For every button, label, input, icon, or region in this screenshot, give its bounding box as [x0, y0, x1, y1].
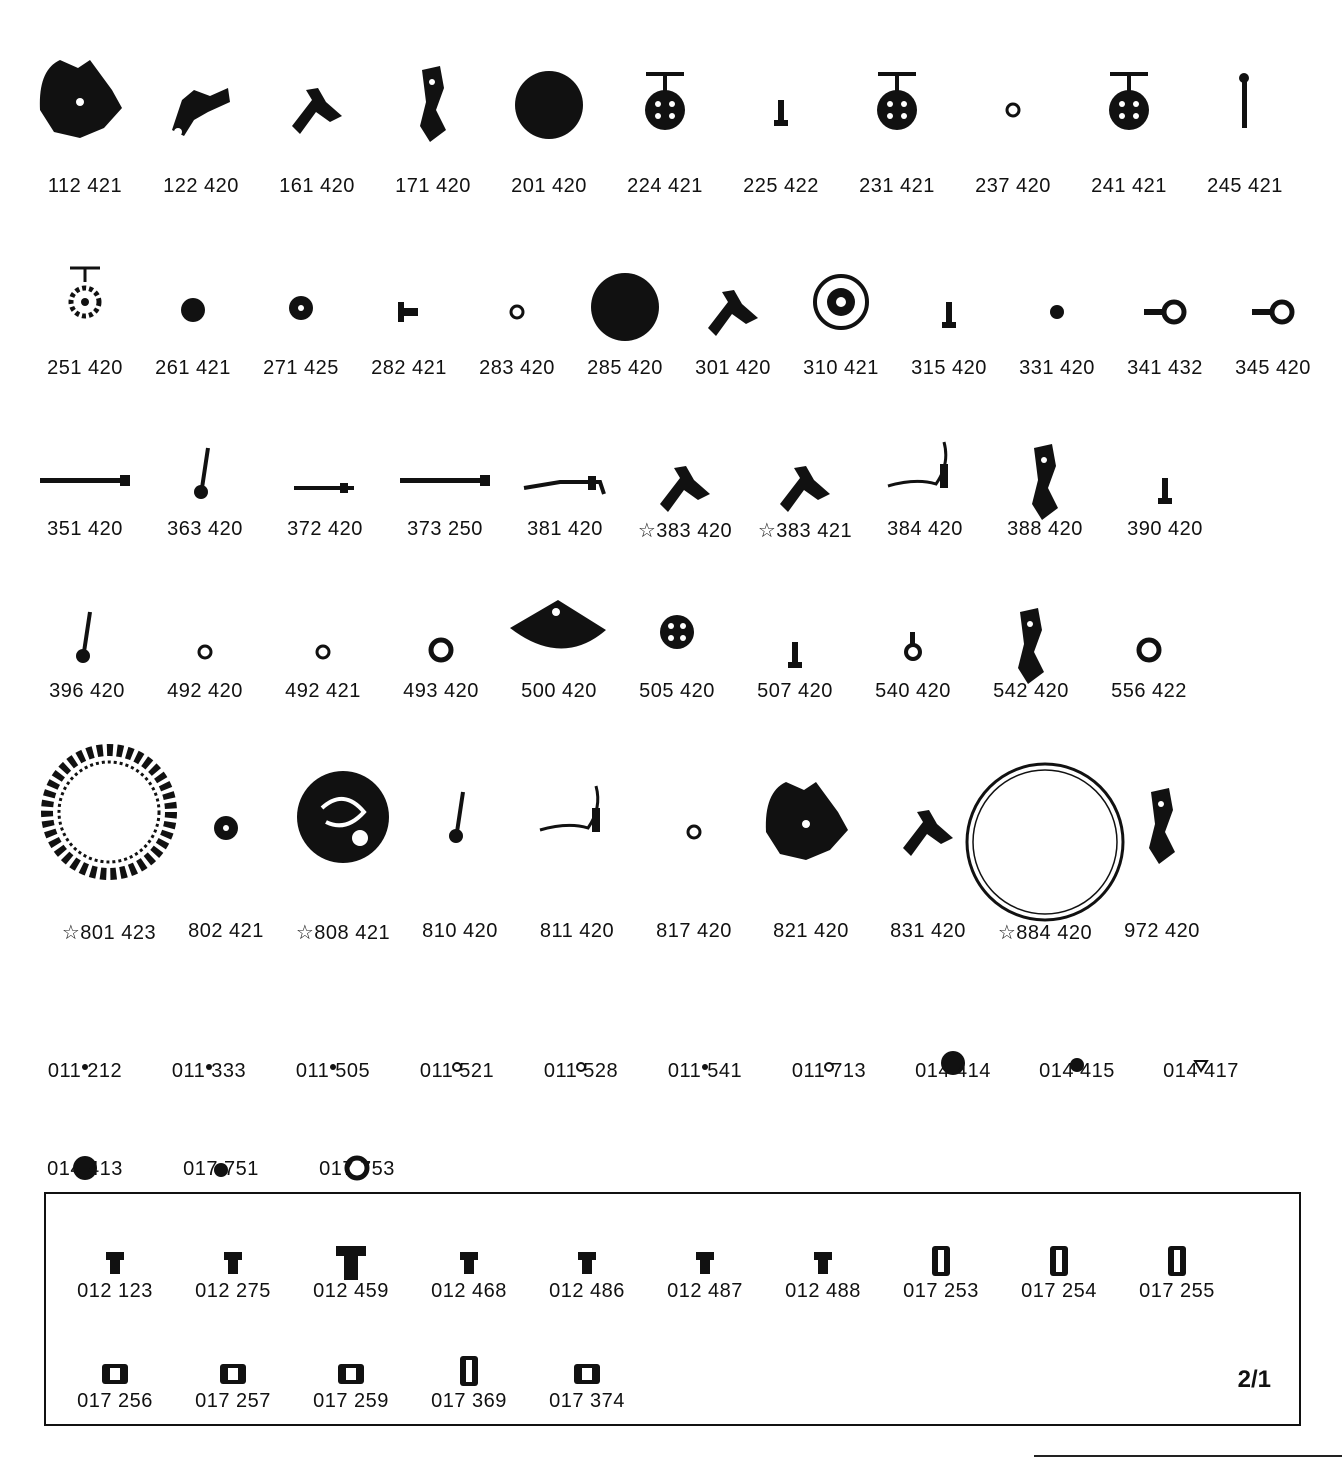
part-number-label: 014 414 — [915, 1060, 991, 1082]
part-number-label: 017 253 — [903, 1280, 979, 1302]
part-number-label: 011 521 — [419, 1060, 495, 1082]
part-number-label: 225 422 — [743, 175, 819, 197]
wheel-stem-icon — [832, 30, 962, 175]
part-number-label: 012 459 — [313, 1280, 389, 1302]
pin-icon — [716, 30, 846, 175]
part-492420 — [140, 572, 270, 742]
pin-tall-icon — [1180, 30, 1310, 175]
part-014415 — [1012, 985, 1142, 1155]
dot-tiny-icon — [640, 985, 770, 1060]
part-number-label: 301 420 — [695, 357, 771, 379]
part-245421 — [1180, 30, 1310, 200]
ring-stem-icon — [848, 572, 978, 680]
footer-rule — [1034, 1455, 1342, 1457]
screw-icon — [404, 1202, 534, 1280]
part-014417 — [1136, 985, 1266, 1155]
part-number-label: 271 425 — [263, 357, 339, 379]
hand-icon — [22, 572, 152, 680]
part-817420 — [629, 752, 759, 942]
part-number-label: 493 420 — [403, 680, 479, 702]
part-number-label: 821 420 — [773, 920, 849, 942]
part-number-label: 285 420 — [587, 357, 663, 379]
jewel-wide-icon — [168, 1312, 298, 1390]
jewel-icon — [876, 1202, 1006, 1280]
part-number-label: 810 420 — [422, 920, 498, 942]
ring-medium-icon — [1084, 572, 1214, 680]
part-388420 — [980, 408, 1110, 578]
ring-medium-icon — [292, 1090, 422, 1158]
part-231421 — [832, 30, 962, 200]
jewel-wide-icon — [50, 1312, 180, 1390]
part-number-label: 011 541 — [667, 1060, 743, 1082]
bridge-tall-icon — [980, 408, 1110, 518]
part-number-label: 251 420 — [47, 357, 123, 379]
screws-jewels-box — [44, 1192, 1301, 1426]
part-number-label: 241 421 — [1091, 175, 1167, 197]
bridge-tall-icon — [1097, 752, 1227, 920]
part-014414 — [888, 985, 1018, 1155]
part-811420 — [512, 752, 642, 942]
part-number-label: 283 420 — [479, 357, 555, 379]
part-number-label: 390 420 — [1127, 518, 1203, 540]
part-number-label: 341 432 — [1127, 357, 1203, 379]
part-number-label: 012 488 — [785, 1280, 861, 1302]
part-161420 — [252, 30, 382, 200]
screw-icon — [50, 1202, 180, 1280]
part-number-label: 282 421 — [371, 357, 447, 379]
part-112421 — [20, 30, 150, 200]
part-number-label: 556 422 — [1111, 680, 1187, 702]
part-number-label: 331 420 — [1019, 357, 1095, 379]
part-201420 — [484, 30, 614, 200]
dot-tiny-icon — [268, 985, 398, 1060]
part-number-label: 017 259 — [313, 1390, 389, 1412]
plate-irregular-icon — [746, 752, 876, 920]
part-number-label: 492 420 — [167, 680, 243, 702]
part-number-label: 012 486 — [549, 1280, 625, 1302]
part-017255 — [1112, 1202, 1242, 1372]
part-017374 — [522, 1312, 652, 1482]
hand-icon — [395, 752, 525, 920]
part-number-label: 384 420 — [887, 518, 963, 540]
wheel-stem-icon — [600, 30, 730, 175]
part-number-label: 017 374 — [549, 1390, 625, 1412]
part-number-label: 237 420 — [975, 175, 1051, 197]
jewel-icon — [404, 1312, 534, 1390]
part-number-label: 396 420 — [49, 680, 125, 702]
part-492421 — [258, 572, 388, 742]
part-017254 — [994, 1202, 1124, 1372]
screw-icon — [168, 1202, 298, 1280]
part-390420 — [1100, 408, 1230, 578]
part-384420 — [860, 408, 990, 578]
dot-medium-icon — [888, 985, 1018, 1060]
spring-icon — [512, 752, 642, 920]
part-808421 — [278, 752, 408, 944]
rotor-icon — [494, 572, 624, 680]
part-017256 — [50, 1312, 180, 1482]
part-number-label: 345 420 — [1235, 357, 1311, 379]
jewel-icon — [1112, 1202, 1242, 1280]
part-540420 — [848, 572, 978, 742]
part-number-label: 011 505 — [295, 1060, 371, 1082]
part-number-label: 017 751 — [183, 1158, 259, 1180]
part-505420 — [612, 572, 742, 742]
part-number-label: 245 421 — [1207, 175, 1283, 197]
part-number-label: 373 250 — [407, 518, 483, 540]
disc-large-icon — [484, 30, 614, 175]
part-383420 — [620, 408, 750, 578]
part-373250 — [380, 408, 510, 578]
part-493420 — [376, 572, 506, 742]
part-363420 — [140, 408, 270, 578]
part-number-label: 161 420 — [279, 175, 355, 197]
plate-irregular-icon — [20, 30, 150, 175]
part-number-label: 017 254 — [1021, 1280, 1097, 1302]
part-number-label: 802 421 — [188, 920, 264, 942]
part-802421 — [161, 752, 291, 942]
part-884420 — [980, 752, 1110, 944]
part-number-label: 542 420 — [993, 680, 1069, 702]
part-number-label: 231 421 — [859, 175, 935, 197]
part-017259 — [286, 1312, 416, 1482]
lever-icon — [620, 408, 750, 518]
part-122420 — [136, 30, 266, 200]
part-372420 — [260, 408, 390, 578]
part-171420 — [368, 30, 498, 200]
part-number-label: 017 255 — [1139, 1280, 1215, 1302]
part-number-label: 261 421 — [155, 357, 231, 379]
part-number-label: 017 256 — [77, 1390, 153, 1412]
part-number-label: 505 420 — [639, 680, 715, 702]
ring-medium-icon — [376, 572, 506, 680]
part-810420 — [395, 752, 525, 942]
part-011541 — [640, 985, 770, 1155]
part-number-label: 014 413 — [47, 1158, 123, 1180]
ring-tiny-icon — [392, 985, 522, 1060]
dot-small-icon — [156, 1090, 286, 1158]
part-number-label: 014 415 — [1039, 1060, 1115, 1082]
disc-small-icon — [161, 752, 291, 920]
dot-small-icon — [1012, 985, 1142, 1060]
part-number-label: 381 420 — [527, 518, 603, 540]
ring-small-icon — [948, 30, 1078, 175]
pin-icon — [730, 572, 860, 680]
part-383421 — [740, 408, 870, 578]
part-225422 — [716, 30, 846, 200]
stem-long-icon — [20, 408, 150, 518]
part-number-label: 388 420 — [1007, 518, 1083, 540]
part-017253 — [876, 1202, 1006, 1372]
lever-icon — [252, 30, 382, 175]
part-011713 — [764, 985, 894, 1155]
part-number-label: 017 369 — [431, 1390, 507, 1412]
part-number-label: ☆383 421 — [757, 520, 853, 542]
part-number-label: 540 420 — [875, 680, 951, 702]
part-number-label: ☆808 421 — [295, 922, 391, 944]
spring-icon — [860, 408, 990, 518]
part-number-label: 011 528 — [543, 1060, 619, 1082]
part-number-label: 500 420 — [521, 680, 597, 702]
part-number-label: 017 753 — [319, 1158, 395, 1180]
part-237420 — [948, 30, 1078, 200]
wheel-holes-icon — [612, 572, 742, 680]
hand-icon — [140, 408, 270, 518]
part-224421 — [600, 30, 730, 200]
ring-small-icon — [258, 572, 388, 680]
part-507420 — [730, 572, 860, 742]
part-number-label: 012 487 — [667, 1280, 743, 1302]
part-012488 — [758, 1202, 888, 1372]
triangle-tiny-icon — [1136, 985, 1266, 1060]
stem-bent-icon — [500, 408, 630, 518]
stem-short-icon — [260, 408, 390, 518]
part-396420 — [22, 572, 152, 742]
ring-small-icon — [140, 572, 270, 680]
part-number-label: 972 420 — [1124, 920, 1200, 942]
part-number-label: 011 212 — [47, 1060, 123, 1082]
part-number-label: 351 420 — [47, 518, 123, 540]
clip-icon — [1208, 232, 1338, 357]
part-number-label: 492 421 — [285, 680, 361, 702]
part-number-label: 831 420 — [890, 920, 966, 942]
part-number-label: 014 417 — [1163, 1060, 1239, 1082]
part-number-label: 224 421 — [627, 175, 703, 197]
part-number-label: 315 420 — [911, 357, 987, 379]
part-381420 — [500, 408, 630, 578]
part-556422 — [1084, 572, 1214, 742]
screw-large-icon — [286, 1202, 416, 1280]
part-number-label: 817 420 — [656, 920, 732, 942]
part-500420 — [494, 572, 624, 742]
jewel-wide-icon — [522, 1312, 652, 1390]
part-017369 — [404, 1312, 534, 1482]
jewel-wide-icon — [286, 1312, 416, 1390]
part-number-label: 811 420 — [539, 920, 615, 942]
scale-label: 2/1 — [1237, 1366, 1271, 1393]
bridge-tall-icon — [368, 30, 498, 175]
part-number-label: 011 333 — [171, 1060, 247, 1082]
part-number-label: 201 420 — [511, 175, 587, 197]
ring-small-icon — [629, 752, 759, 920]
stem-long-icon — [380, 408, 510, 518]
part-number-label: 310 421 — [803, 357, 879, 379]
jewel-icon — [994, 1202, 1124, 1280]
part-542420 — [966, 572, 1096, 742]
part-number-label: 017 257 — [195, 1390, 271, 1412]
dot-tiny-icon — [144, 985, 274, 1060]
screw-icon — [522, 1202, 652, 1280]
lever-icon — [740, 408, 870, 518]
dot-tiny-icon — [20, 985, 150, 1060]
part-number-label: 012 123 — [77, 1280, 153, 1302]
part-345420 — [1208, 232, 1338, 402]
ring-tiny-icon — [764, 985, 894, 1060]
part-number-label: 507 420 — [757, 680, 833, 702]
part-012487 — [640, 1202, 770, 1372]
part-number-label: 012 468 — [431, 1280, 507, 1302]
pin-icon — [1100, 408, 1230, 518]
part-number-label: 011 713 — [791, 1060, 867, 1082]
ring-thin-icon — [980, 752, 1110, 920]
screw-icon — [758, 1202, 888, 1280]
wheel-stem-icon — [1064, 30, 1194, 175]
part-241421 — [1064, 30, 1194, 200]
dot-medium-icon — [20, 1090, 150, 1158]
part-number-label: 363 420 — [167, 518, 243, 540]
bridge-tall-icon — [966, 572, 1096, 680]
screw-icon — [640, 1202, 770, 1280]
date-ring-icon — [44, 752, 174, 920]
part-number-label: 122 420 — [163, 175, 239, 197]
part-number-label: 372 420 — [287, 518, 363, 540]
part-number-label: 112 421 — [47, 175, 123, 197]
part-number-label: ☆383 420 — [637, 520, 733, 542]
part-number-label: 012 275 — [195, 1280, 271, 1302]
part-017257 — [168, 1312, 298, 1482]
part-351420 — [20, 408, 150, 578]
bridge-icon — [136, 30, 266, 175]
ring-tiny-icon — [516, 985, 646, 1060]
part-number-label: 171 420 — [395, 175, 471, 197]
part-972420 — [1097, 752, 1227, 942]
part-number-label: ☆884 420 — [997, 922, 1093, 944]
part-011528 — [516, 985, 646, 1155]
plate-disc-icon — [278, 752, 408, 920]
part-821420 — [746, 752, 876, 942]
part-801423 — [44, 752, 174, 944]
part-number-label: ☆801 423 — [61, 922, 157, 944]
